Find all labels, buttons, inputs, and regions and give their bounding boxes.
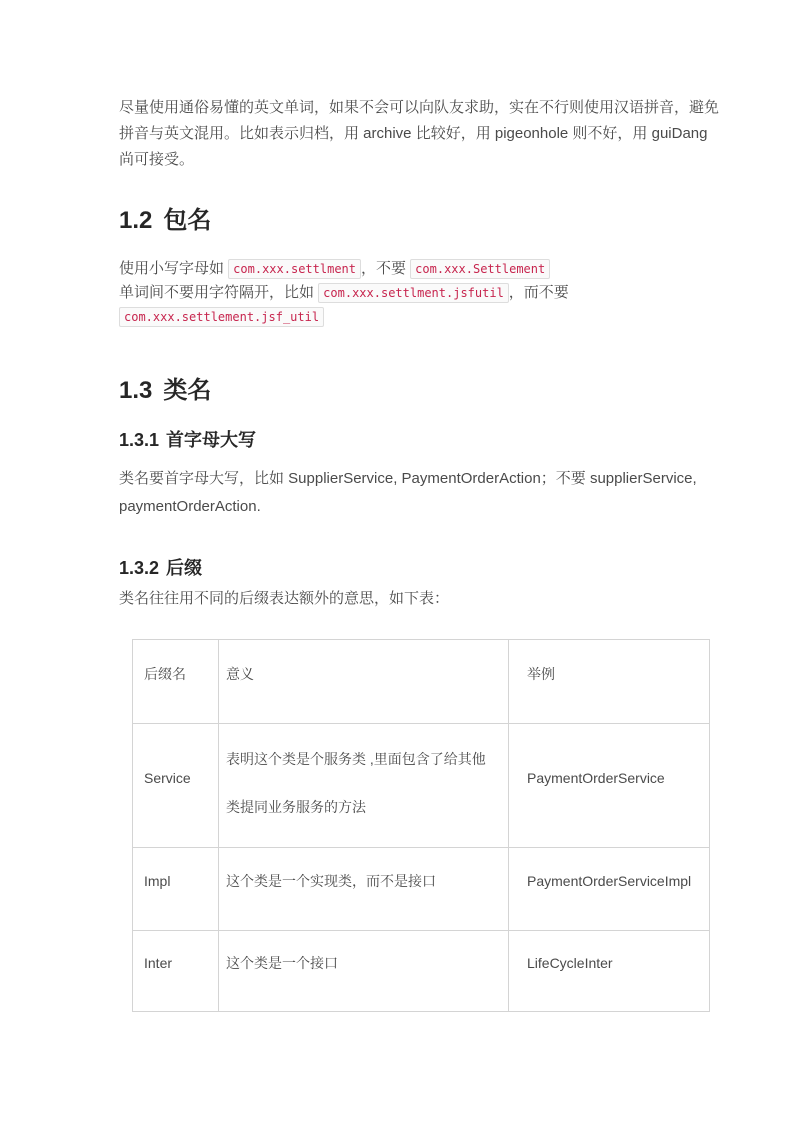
suffix-intro-paragraph [119,586,729,612]
text-run: 单词间不要用字符隔开，比如 [119,284,319,301]
table-header-row [133,640,710,724]
text-run: 表明这个类是个服务类 ,里面包含了给其他 [226,750,486,767]
suffix-table [132,639,710,1012]
text-run: ，不要 [361,260,411,277]
text-run: 类名往往用不同的后缀表达额外的意思，如下表： [119,590,450,607]
subsection-number: 1.3.1 [119,430,160,450]
text-run: 使用小写字母如 [119,260,229,277]
subsection-heading-capitalize [119,428,729,452]
inline-code: com.xxx.Settlement [410,259,550,279]
suffix-cell: Service [133,724,219,848]
text-run: 类名要首字母大写，比如 SupplierService, PaymentOrderAction；不要 supplierService, [119,470,697,487]
section-title: 类名 [163,377,212,404]
example-cell: PaymentOrderService [509,724,710,848]
suffix-cell: Inter [133,931,219,1012]
example-cell: PaymentOrderServiceImpl [509,848,710,931]
section-heading-class [119,375,729,407]
text-run: 这个类是一个接口 [226,955,338,971]
section-number: 1.2 [119,207,153,234]
inline-code: com.xxx.settlment.jsfutil [318,283,509,303]
text-run: 尚可接受。 [119,151,195,168]
intro-paragraph [119,95,729,173]
capitalize-paragraph [119,465,729,521]
table-header-suffix: 后缀名 [133,640,219,724]
section-title: 包名 [163,207,212,234]
example-cell: LifeCycleInter [509,931,710,1012]
meaning-cell [219,931,509,1012]
table-row-service [133,724,710,848]
package-naming-paragraph [119,257,729,329]
inline-code: com.xxx.settlement.jsf_util [119,307,324,327]
inline-code: com.xxx.settlment [228,259,361,279]
text-run: ，而不要 [508,284,569,301]
subsection-title: 首字母大写 [166,430,257,450]
text-run: paymentOrderAction. [119,498,261,515]
text-run: 类提同业务服务的方法 [226,798,366,815]
text-run: 这个类是一个实现类，而不是接口 [226,873,436,889]
subsection-number: 1.3.2 [119,558,160,578]
subsection-title: 后缀 [166,558,203,578]
suffix-cell: Impl [133,848,219,931]
meaning-cell [219,848,509,931]
section-heading-package [119,205,729,237]
subsection-heading-suffix [119,556,729,580]
table-row-inter [133,931,710,1012]
table-header-meaning: 意义 [219,640,509,724]
text-run: 尽量使用通俗易懂的英文单词，如果不会可以向队友求助，实在不行则使用汉语拼音，避免 [119,99,720,116]
text-run: 拼音与英文混用。比如表示归档，用 archive 比较好，用 pigeonhole 则不好，用 guiDang [119,125,708,142]
meaning-cell [219,724,509,848]
section-number: 1.3 [119,377,153,404]
table-header-example: 举例 [509,640,710,724]
table-row-impl [133,848,710,931]
